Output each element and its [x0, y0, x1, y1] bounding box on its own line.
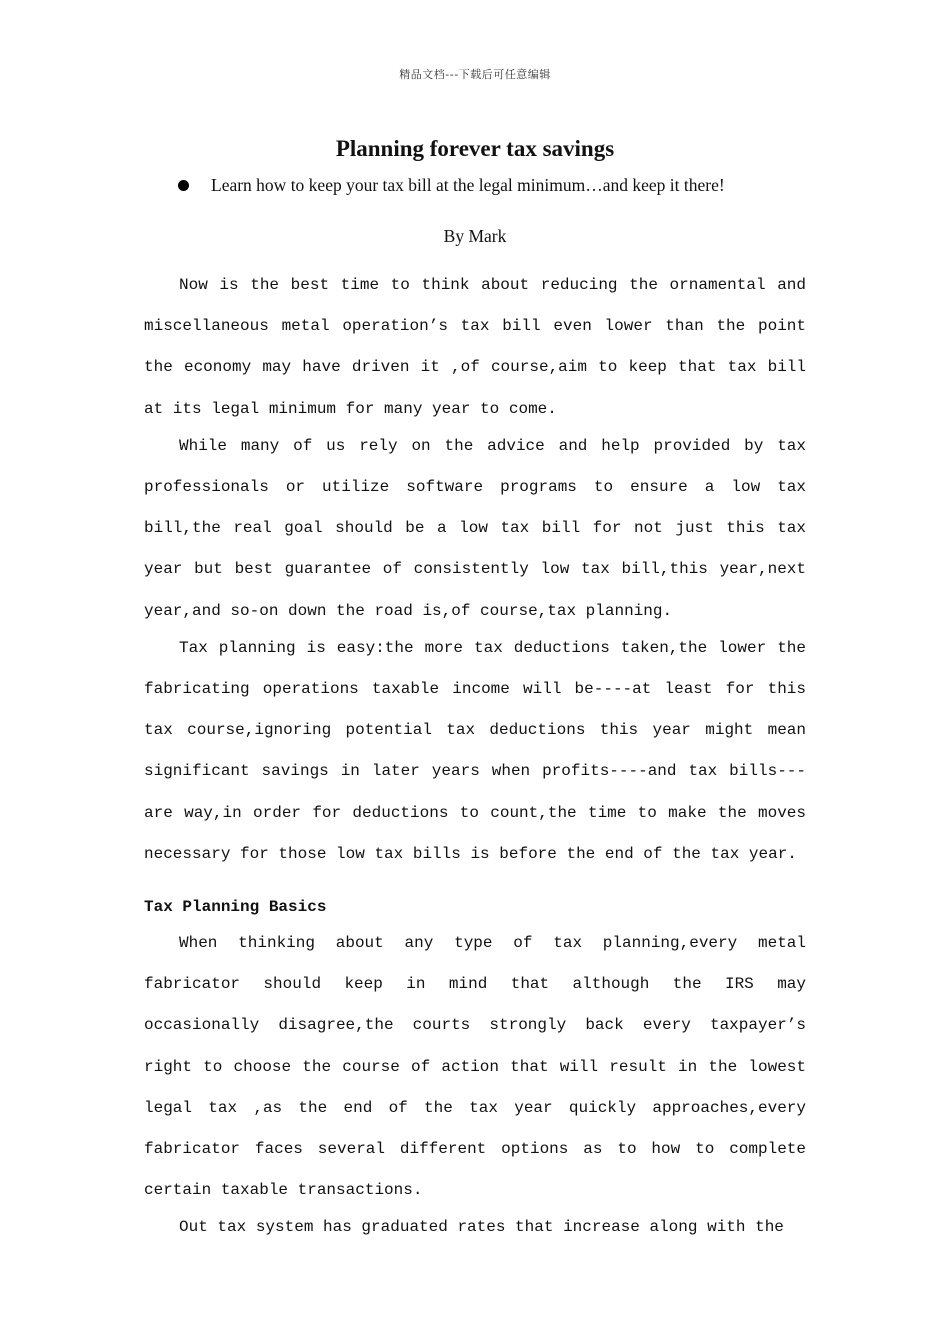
- bullet-dot-icon: [178, 180, 189, 191]
- byline: By Mark: [443, 226, 507, 246]
- body-paragraph-3: Tax planning is easy:the more tax deductions taken,the lower the fabricating operations taxable income will be----at least for this tax course,ignoring potential tax deductions this year might mean significant savings in later years when profits----and tax bills---are way,in order for deductions to count,the time to make the moves necessary for those low tax bills is before the end of the tax year.: [144, 638, 806, 863]
- section-paragraph-1: When thinking about any type of tax planning,every metal fabricator should keep in mind that although the IRS may occasionally disagree,the courts strongly back every taxpayer’s right to choose the course of action that will result in the lowest legal tax ,as the end of the tax year quickly approaches,every fabricator faces several different options as to how to complete certain taxable transactions.: [144, 934, 806, 1200]
- body-paragraph-1: Now is the best time to think about reducing the ornamental and miscellaneous metal operation’s tax bill even lower than the point the economy may have driven it ,of course,aim to keep that tax bill at its legal minimum for many year to come.: [144, 276, 806, 418]
- section-heading: Tax Planning Basics: [144, 898, 327, 917]
- section-paragraph-2: Out tax system has graduated rates that increase along with the: [179, 1218, 784, 1237]
- subtitle-bullet-item: [178, 175, 725, 196]
- body-paragraph-2: While many of us rely on the advice and help provided by tax professionals or utilize software programs to ensure a low tax bill,the real goal should be a low tax bill for not just this tax year but best guarantee of consistently low tax bill,this year,next year,and so-on down the road is,of course,tax planning.: [144, 436, 806, 620]
- running-header: 精品文档---下载后可任意编辑: [399, 68, 551, 81]
- subtitle-text: Learn how to keep your tax bill at the legal minimum…and keep it there!: [211, 175, 725, 195]
- article-body: [144, 265, 806, 1249]
- article-title: Planning forever tax savings: [335, 136, 615, 161]
